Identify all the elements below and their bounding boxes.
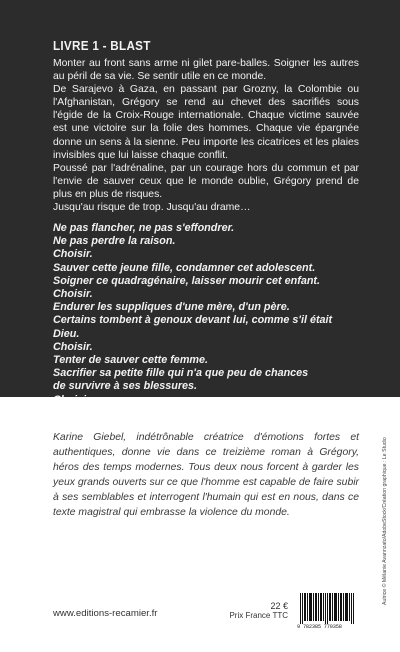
synopsis-paragraph: De Sarajevo à Gaza, en passant par Grozny, la Colombie ou l'Afghanistan, Grégory se rend au chevet des sacrifiés sous l'égide de la Croix-Rouge internationale. Chaque victime sauvée est une victoire sur la folie des hommes. Chaque vie épargnée donne un sens à la sienne. Peu importe les cicatrices et les plaies invisibles que lui laisse chaque conflit.: [53, 84, 359, 161]
verse-line: Certains tombent à genoux devant lui, comme s'il était: [53, 314, 333, 327]
back-cover-light-panel: [0, 397, 400, 652]
isbn-number: 9 782385 770358: [297, 624, 342, 630]
verse-line: Choisir.: [53, 288, 93, 301]
publisher-website: www.editions-recamier.fr: [53, 608, 158, 619]
verse-line: de survivre à ses blessures.: [53, 380, 198, 393]
verse-line: Soigner ce quadragénaire, laisser mourir cet enfant.: [53, 274, 321, 287]
verse-line: Sauver cette jeune fille, condamner cet adolescent.: [53, 261, 316, 274]
verse-line: Sacrifier sa petite fille qui n'a que peu de chances: [53, 367, 309, 380]
verse-line: Ne pas flancher, ne pas s'effondrer.: [53, 222, 235, 234]
verse-block: [53, 222, 353, 420]
isbn-barcode: [297, 593, 357, 633]
synopsis: [53, 57, 359, 214]
verse-line: Tenter de sauver cette femme.: [53, 354, 209, 367]
verse-line: Choisir.: [53, 340, 93, 353]
synopsis-paragraph: Poussé par l'adrénaline, par un courage hors du commun et par l'envie de sauver ceux que le monde oublie, Grégory prend de plus en plus de risques.: [53, 162, 359, 200]
author-blurb: Karine Giebel, indétrônable créatrice d'émotions fortes et authentiques, donne vie dans ce treizième roman à Grégory, héros des temps modernes. Tous deux nous forcent à garder les yeux grands ouverts sur ce que l'homme est capable de faire subir à ses semblables et interrogent l'humain qui est en nous, dans ce texte magistral qui embrasse la violence du monde.: [53, 432, 359, 518]
book-title: LIVRE 1 - BLAST: [53, 38, 151, 53]
synopsis-paragraph: Jusqu'au risque de trop. Jusqu'au drame…: [53, 202, 251, 214]
price-block: [222, 601, 288, 620]
price-label: Prix France TTC: [229, 611, 288, 620]
verse-line: Dieu.: [53, 327, 80, 340]
verse-line: Endurer les suppliques d'une mère, d'un père.: [53, 301, 290, 314]
price: 22 €: [270, 601, 288, 611]
photo-credit: Autrice © Mélanie Avannzato/AdobeStock/Création graphique : Le Studio: [382, 437, 388, 605]
synopsis-paragraph: Monter au front sans arme ni gilet pare-balles. Soigner les autres au péril de sa vie. Se sentir utile en ce monde.: [53, 58, 359, 83]
verse-line: Choisir.: [53, 248, 93, 261]
barcode-icon: [297, 593, 357, 624]
verse-line: Ne pas perdre la raison.: [53, 235, 176, 248]
